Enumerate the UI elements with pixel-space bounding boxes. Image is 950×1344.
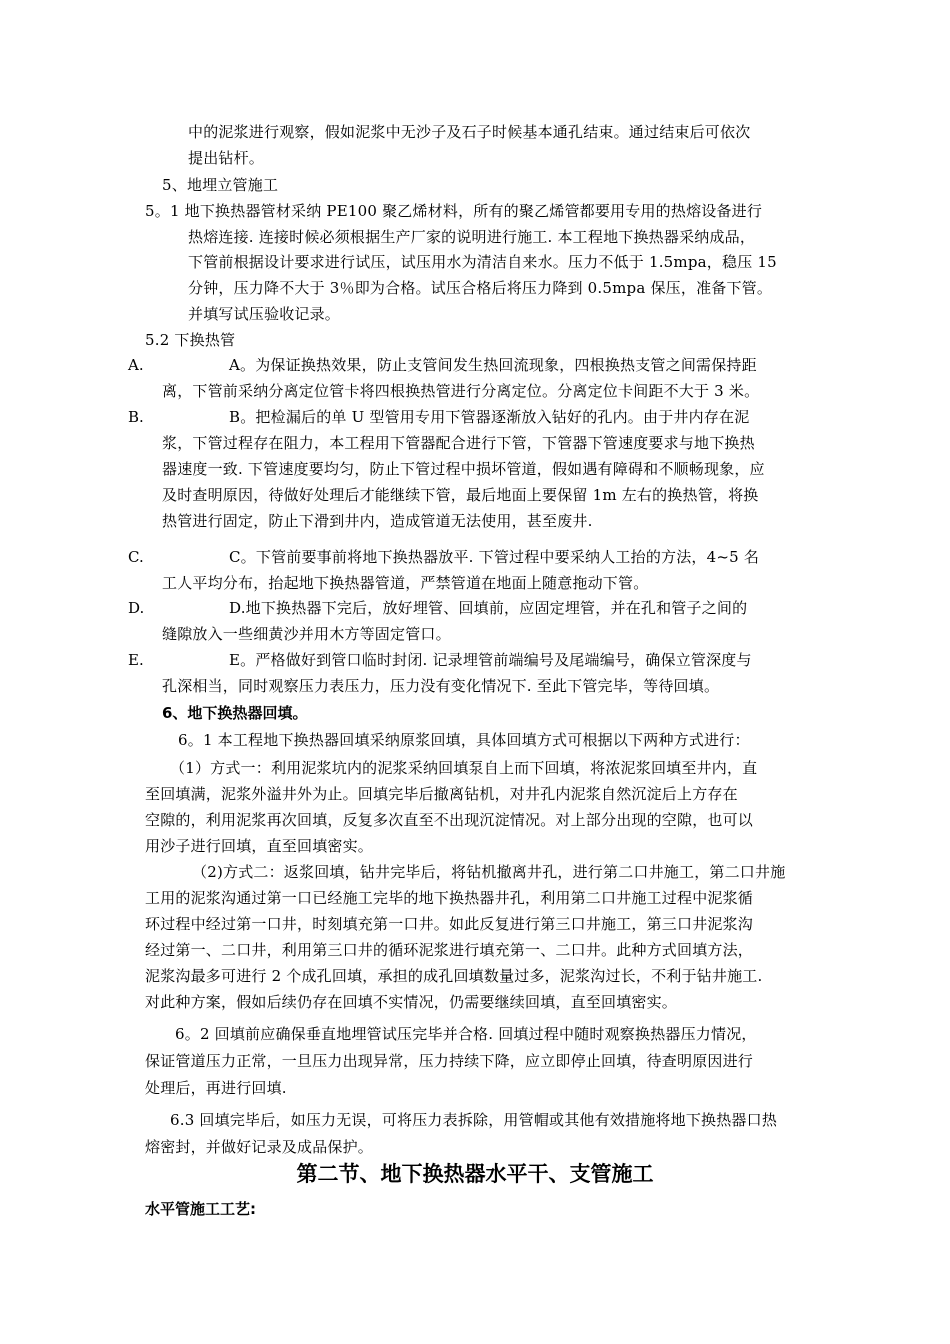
text-line: 对此种方案，假如后续仍存在回填不实情况，仍需要继续回填，直至回填密实。 (145, 993, 678, 1011)
text-line: 工用的泥浆沟通过第一口已经施工完毕的地下换热器井孔，利用第二口井施工过程中泥浆循 (145, 889, 754, 907)
text-line: 缝隙放入一些细黄沙并用木方等固定管口。 (162, 625, 451, 643)
text-line: 用沙子进行回填，直至回填密实。 (145, 837, 374, 855)
text-line: 器速度一致. 下管速度要均匀，防止下管过程中损坏管道，假如遇有障碍和不顺畅现象，应 (162, 460, 765, 478)
section-5-title: 5、地埋立管施工 (162, 176, 279, 194)
list-marker: C. (128, 548, 144, 566)
text-line: 分钟，压力降不大于 3％即为合格。试压合格后将压力降到 0.5mpa 保压，准备下管。 (188, 279, 773, 297)
text-line: 离，下管前采纳分离定位管卡将四根换热管进行分离定位。分离定位卡间距不大于 3 米。 (162, 382, 760, 400)
text-line: 中的泥浆进行观察，假如泥浆中无沙子及石子时候基本通孔结束。通过结束后可依次 (188, 123, 751, 141)
text-line: 保证管道压力正常，一旦压力出现异常，压力持续下降，应立即停止回填，待查明原因进行 (145, 1052, 754, 1070)
text-line: 提出钻杆。 (188, 149, 265, 167)
section-6-title: 6、地下换热器回填。 (162, 704, 308, 722)
text-line: 热管进行固定，防止下滑到井内，造成管道无法使用，甚至废井. (162, 512, 593, 530)
text-line: 6。1 本工程地下换热器回填采纳原浆回填，具体回填方式可根据以下两种方式进行： (178, 731, 750, 749)
text-line: B。把检漏后的单 U 型管用专用下管器逐渐放入钻好的孔内。由于井内存在泥 (229, 408, 750, 426)
text-line: 浆，下管过程存在阻力，本工程用下管器配合进行下管，下管器下管速度要求与地下换热 (162, 434, 755, 452)
text-line: 经过第一、二口井，利用第三口井的循环泥浆进行填充第一、二口井。此种方式回填方法， (145, 941, 754, 959)
text-line: 环过程中经过第一口井，时刻填充第一口井。如此反复进行第三口井施工，第三口井泥浆沟 (145, 915, 754, 933)
list-marker: E. (128, 651, 144, 669)
text-line: E。严格做好到管口临时封闭. 记录埋管前端编号及尾端编号，确保立管深度与 (229, 651, 752, 669)
text-line: 至回填满，泥浆外溢井外为止。回填完毕后撤离钻机，对井孔内泥浆自然沉淀后上方存在 (145, 785, 738, 803)
text-line: 6.3 回填完毕后，如压力无误，可将压力表拆除，用管帽或其他有效措施将地下换热器口热 (170, 1111, 778, 1129)
text-line: 处理后，再进行回填. (145, 1079, 287, 1097)
text-line: 空隙的，利用泥浆再次回填，反复多次直至不出现沉淀情况。对上部分出现的空隙，也可以 (145, 811, 754, 829)
text-line: D.地下换热器下完后，放好埋管、回填前，应固定埋管，并在孔和管子之间的 (229, 599, 748, 617)
text-line: （1）方式一：利用泥浆坑内的泥浆采纳回填泵自上而下回填，将浓泥浆回填至井内，直 (170, 759, 758, 777)
text-line: （2)方式二：返浆回填，钻井完毕后，将钻机撤离井孔，进行第二口井施工，第二口井施 (192, 863, 786, 881)
list-marker: B. (128, 408, 144, 426)
list-marker: A. (128, 356, 144, 374)
text-line: 孔深相当，同时观察压力表压力，压力没有变化情况下. 至此下管完毕，等待回填。 (162, 677, 720, 695)
text-line: 及时查明原因，待做好处理后才能继续下管，最后地面上要保留 1m 左右的换热管，将换 (162, 486, 759, 504)
text-line: 6。2 回填前应确保垂直地埋管试压完毕并合格. 回填过程中随时观察换热器压力情况， (175, 1025, 757, 1043)
text-line: 泥浆沟最多可进行 2 个成孔回填，承担的成孔回填数量过多，泥浆沟过长，不利于钻井施工. (145, 967, 763, 985)
list-marker: D. (128, 599, 145, 617)
text-line: 工人平均分布，抬起地下换热器管道，严禁管道在地面上随意拖动下管。 (162, 574, 649, 592)
text-line: 热熔连接. 连接时候必须根据生产厂家的说明进行施工. 本工程地下换热器采纳成品， (188, 228, 756, 246)
subheading: 水平管施工工艺: (145, 1200, 256, 1218)
text-line: 熔密封，并做好记录及成品保护。 (145, 1138, 374, 1156)
section-heading: 第二节、地下换热器水平干、支管施工 (296, 1162, 654, 1186)
text-line: C。下管前要事前将地下换热器放平. 下管过程中要采纳人工抬的方法，4~5 名 (229, 548, 760, 566)
text-line: 下管前根据设计要求进行试压，试压用水为清洁自来水。压力不低于 1.5mpa，稳压 15 (188, 253, 777, 271)
text-line: A。为保证换热效果，防止支管间发生热回流现象，四根换热支管之间需保持距 (229, 356, 757, 374)
text-line: 并填写试压验收记录。 (188, 305, 341, 323)
text-line: 5。1 地下换热器管材采纳 PE100 聚乙烯材料，所有的聚乙烯管都要用专用的热熔设备进行 (145, 202, 763, 220)
subsection-5-2-title: 5.2 下换热管 (145, 331, 236, 349)
